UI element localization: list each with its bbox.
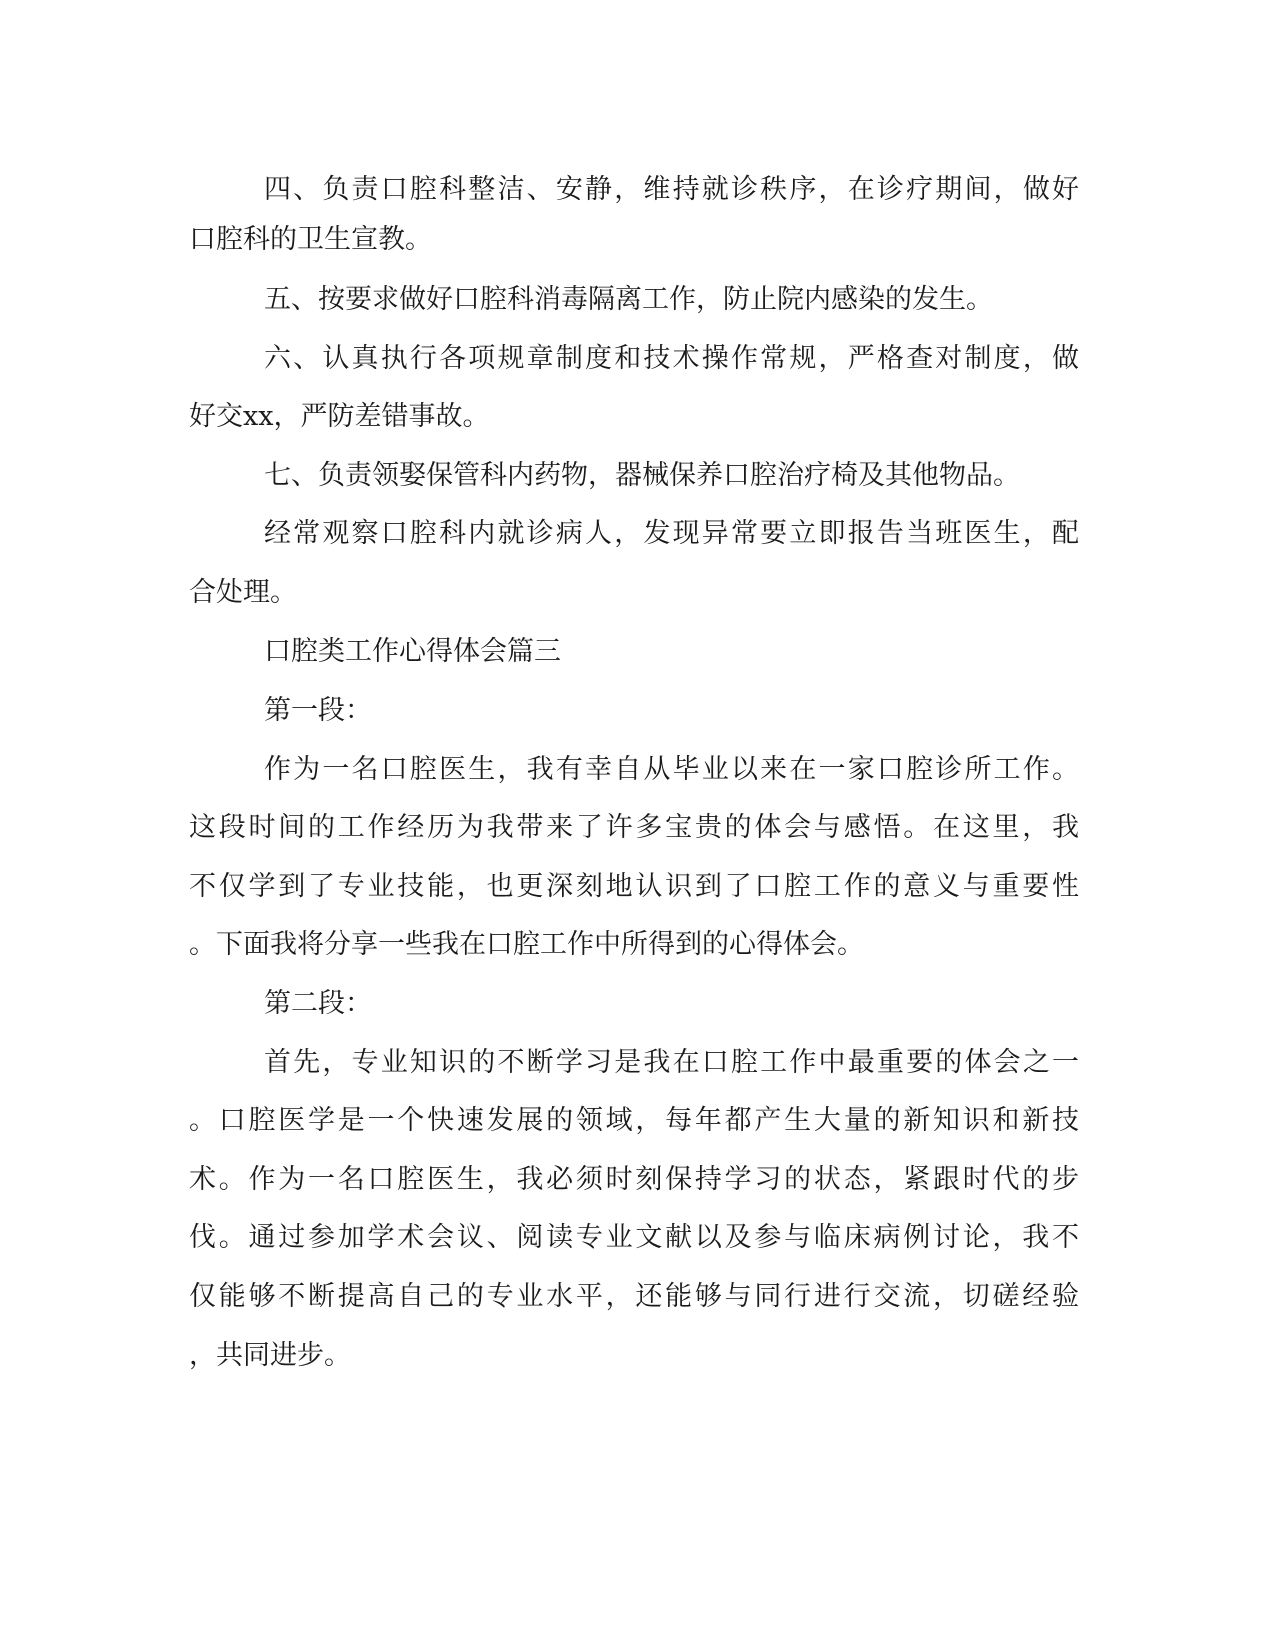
paragraph-six-line-1: 六、认真执行各项规章制度和技术操作常规，严格查对制度，做 xyxy=(264,343,1079,374)
paragraph-four-line-1: 四、负责口腔科整洁、安静，维持就诊秩序，在诊疗期间，做好 xyxy=(264,174,1079,205)
part-one-line-3: 不仅学到了专业技能，也更深刻地认识到了口腔工作的意义与重要性 xyxy=(189,871,1079,902)
section-heading: 口腔类工作心得体会篇三 xyxy=(264,636,561,667)
paragraph-four-line-2: 口腔科的卫生宣教。 xyxy=(189,224,432,255)
paragraph-five-line-1: 五、按要求做好口腔科消毒隔离工作，防止院内感染的发生。 xyxy=(264,284,993,315)
part-two-line-3: 术。作为一名口腔医生，我必须时刻保持学习的状态，紧跟时代的步 xyxy=(189,1164,1079,1195)
part-two-line-4: 伐。通过参加学术会议、阅读专业文献以及参与临床病例讨论，我不 xyxy=(189,1222,1079,1253)
part-two-line-6: ，共同进步。 xyxy=(189,1340,351,1371)
paragraph-seven-line-1: 七、负责领娶保管科内药物，器械保养口腔治疗椅及其他物品。 xyxy=(264,460,1020,491)
part-two-heading: 第二段： xyxy=(264,988,372,1019)
part-two-line-5: 仅能够不断提高自己的专业水平，还能够与同行进行交流，切磋经验 xyxy=(189,1281,1079,1312)
part-two-line-1: 首先，专业知识的不断学习是我在口腔工作中最重要的体会之一 xyxy=(264,1047,1079,1078)
part-one-heading: 第一段： xyxy=(264,695,372,726)
paragraph-observe-line-2: 合处理。 xyxy=(189,577,297,608)
paragraph-six-line-2: 好交xx，严防差错事故。 xyxy=(189,401,490,432)
part-one-line-1: 作为一名口腔医生，我有幸自从毕业以来在一家口腔诊所工作。 xyxy=(264,754,1079,785)
part-two-line-2: 。口腔医学是一个快速发展的领域，每年都产生大量的新知识和新技 xyxy=(189,1105,1079,1136)
paragraph-observe-line-1: 经常观察口腔科内就诊病人，发现异常要立即报告当班医生，配 xyxy=(264,518,1079,549)
part-one-line-4: 。下面我将分享一些我在口腔工作中所得到的心得体会。 xyxy=(189,929,864,960)
part-one-line-2: 这段时间的工作经历为我带来了许多宝贵的体会与感悟。在这里，我 xyxy=(189,812,1079,843)
